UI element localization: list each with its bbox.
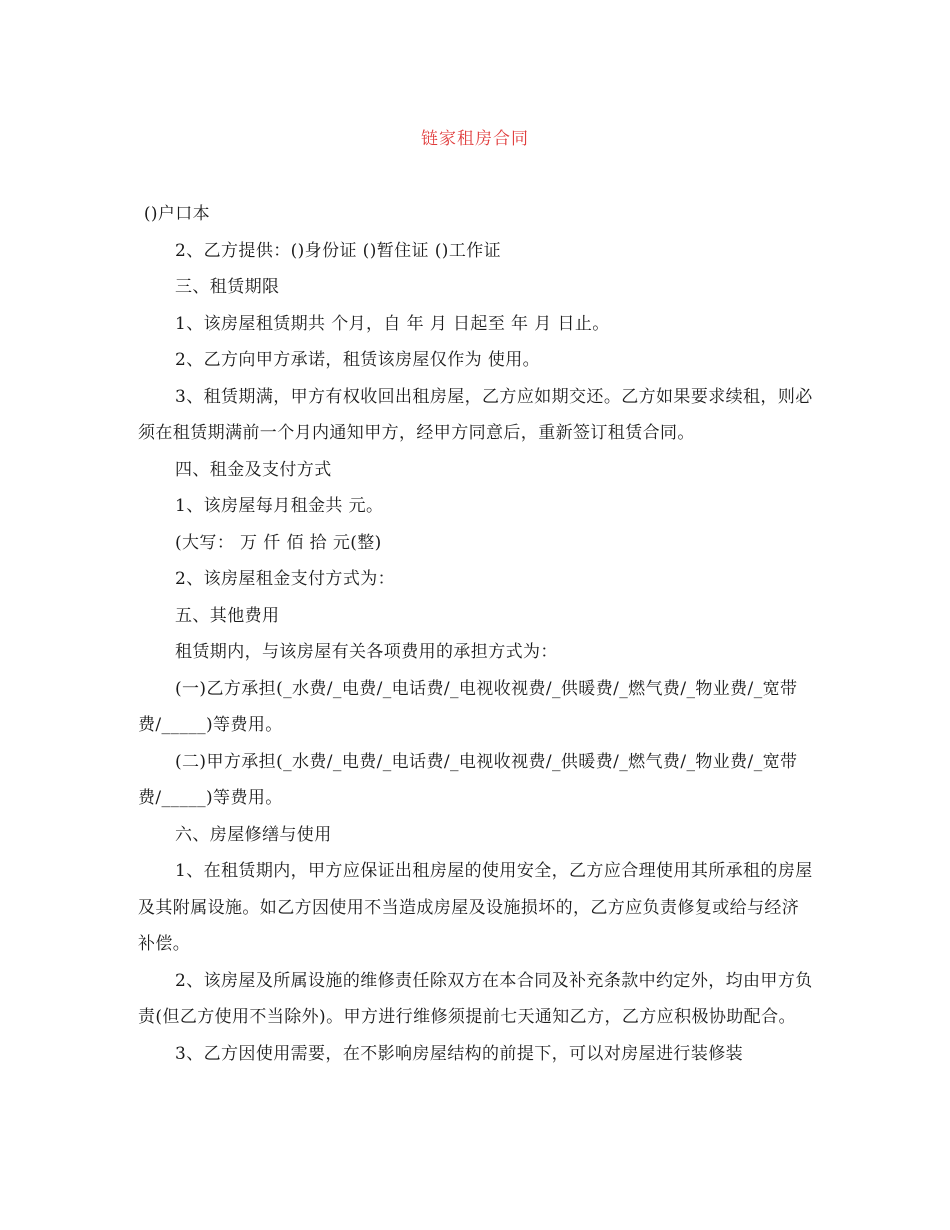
paragraph: 1、在租赁期内，甲方应保证出租房屋的使用安全，乙方应合理使用其所承租的房屋及其附属设施。如乙方因使用不当造成房屋及设施损坏的，乙方应负责修复或给与经济补偿。 xyxy=(138,861,813,954)
paragraph: 2、该房屋及所属设施的维修责任除双方在本合同及补充条款中约定外，均由甲方负责(但乙方使用不当除外)。甲方进行维修须提前七天通知乙方，乙方应积极协助配合。 xyxy=(138,970,813,1027)
paragraph: 五、其他费用 xyxy=(175,605,280,626)
document-body xyxy=(138,196,814,1072)
paragraph: 六、房屋修缮与使用 xyxy=(175,824,332,845)
paragraph: (一)乙方承担(_水费/_电费/_电话费/_电视收视费/_供暖费/_燃气费/_物业费/_宽带费/_____)等费用。 xyxy=(138,678,798,735)
paragraph: 2、该房屋租金支付方式为： xyxy=(175,569,396,589)
paragraph: (二)甲方承担(_水费/_电费/_电话费/_电视收视费/_供暖费/_燃气费/_物业费/_宽带费/_____)等费用。 xyxy=(138,751,798,808)
paragraph: 3、租赁期满，甲方有权收回出租房屋，乙方应如期交还。乙方如果要求续租，则必须在租赁期满前一个月内通知甲方，经甲方同意后，重新签订租赁合同。 xyxy=(138,386,813,443)
paragraph: 1、该房屋每月租金共 元。 xyxy=(175,496,384,516)
paragraph: 四、租金及支付方式 xyxy=(175,459,332,480)
paragraph: 1、该房屋租赁期共 个月，自 年 月 日起至 年 月 日止。 xyxy=(175,313,610,334)
paragraph: ()户口本 xyxy=(138,204,211,224)
paragraph: 三、租赁期限 xyxy=(175,277,280,297)
document-title: 链家租房合同 xyxy=(421,129,529,149)
paragraph: (大写： 万 仟 佰 拾 元(整) xyxy=(175,532,382,553)
paragraph: 租赁期内，与该房屋有关各项费用的承担方式为： xyxy=(175,642,558,662)
paragraph: 3、乙方因使用需要，在不影响房屋结构的前提下，可以对房屋进行装修装 xyxy=(175,1043,744,1064)
paragraph: 2、乙方向甲方承诺，租赁该房屋仅作为 使用。 xyxy=(175,350,541,370)
paragraph: 2、乙方提供：()身份证 ()暂住证 ()工作证 xyxy=(175,240,502,261)
